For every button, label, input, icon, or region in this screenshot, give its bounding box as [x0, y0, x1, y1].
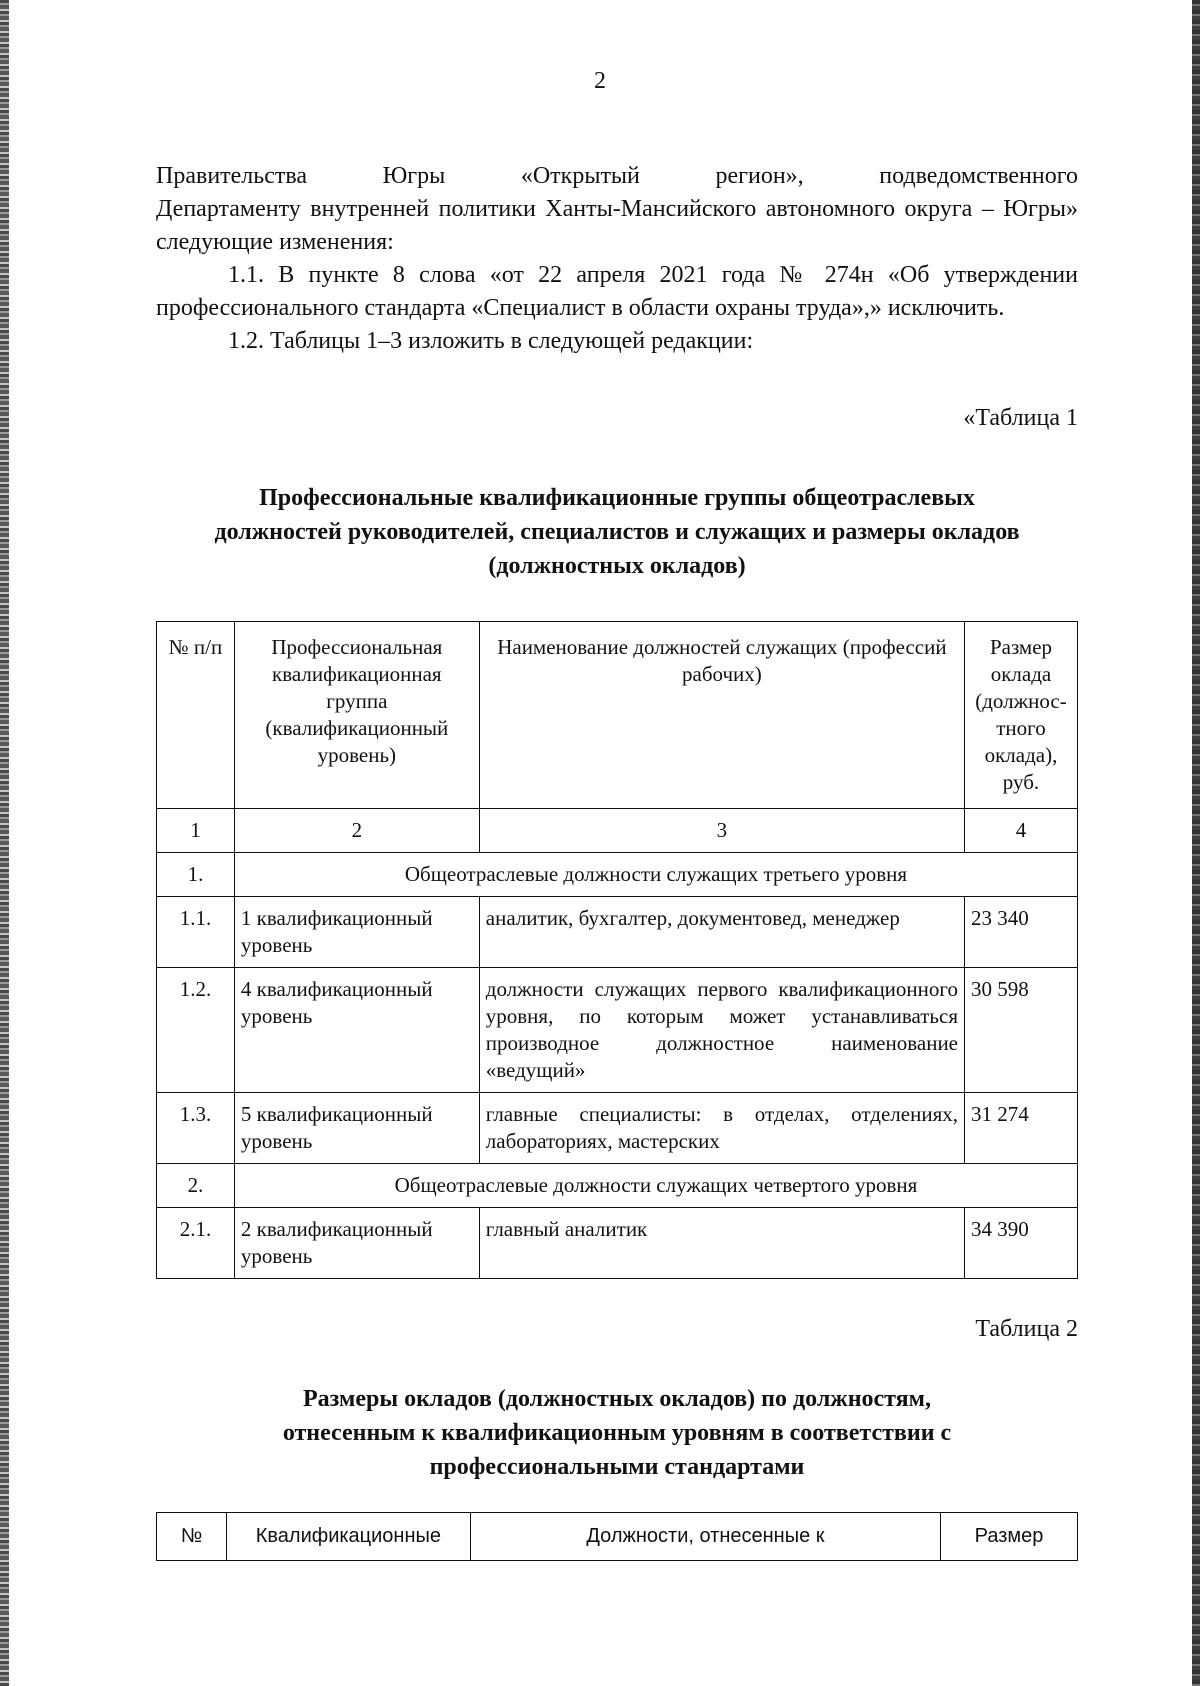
- table-2-label: Таблица 2: [975, 1316, 1078, 1342]
- table-1-label: «Таблица 1: [963, 405, 1078, 431]
- numbering-cell: 3: [479, 809, 964, 853]
- row-number: 1.2.: [157, 968, 235, 1093]
- table-2-header-row: [157, 1513, 1078, 1561]
- group-name: Общеотраслевые должности служащих четвертого уровня: [234, 1164, 1077, 1208]
- qualification-level: 5 квалификационный уровень: [234, 1093, 479, 1164]
- header-qualification-group: Профессиональная квалификационная группа (квалификационный уровень): [234, 622, 479, 809]
- qualification-level: 2 квалификационный уровень: [234, 1208, 479, 1279]
- table-row: [157, 1093, 1078, 1164]
- group-number: 1.: [157, 853, 235, 897]
- table-1: [156, 621, 1078, 1279]
- position-list: аналитик, бухгалтер, документовед, менеджер: [479, 897, 964, 968]
- salary-value: 31 274: [965, 1093, 1078, 1164]
- table-row: [157, 1164, 1078, 1208]
- header-assigned-positions: Должности, отнесенные к: [470, 1513, 940, 1561]
- row-number: 1.1.: [157, 897, 235, 968]
- paragraph-1-line-1: Правительства Югры «Открытый регион», подведомственного: [156, 163, 1078, 189]
- header-qualification-levels: Квалификационные: [226, 1513, 470, 1561]
- table-row: [157, 897, 1078, 968]
- row-number: 1.3.: [157, 1093, 235, 1164]
- qualification-level: 4 квалификационный уровень: [234, 968, 479, 1093]
- qualification-level: 1 квалификационный уровень: [234, 897, 479, 968]
- paragraph-1-rest: Департаменту внутренней политики Ханты-Мансийского автономного округа – Югры» следующие изменения:: [156, 196, 1078, 255]
- numbering-cell: 4: [965, 809, 1078, 853]
- group-name: Общеотраслевые должности служащих третьего уровня: [234, 853, 1077, 897]
- table-1-header-row: [157, 622, 1078, 809]
- header-number: №: [157, 1513, 227, 1561]
- salary-value: 23 340: [965, 897, 1078, 968]
- position-list: главные специалисты: в отделах, отделениях, лабораториях, мастерских: [479, 1093, 964, 1164]
- table-1-title: Профессиональные квалификационные группы общеотраслевых должностей руководителей, специалистов и служащих и размеры окладов (должностных окладов): [214, 485, 1020, 579]
- row-number: 2.1.: [157, 1208, 235, 1279]
- position-list: главный аналитик: [479, 1208, 964, 1279]
- table-row: [157, 853, 1078, 897]
- salary-value: 30 598: [965, 968, 1078, 1093]
- header-salary: Размер оклада (должностного оклада), руб.: [965, 622, 1078, 809]
- header-salary: Размер: [941, 1513, 1078, 1561]
- scan-edge-right: [1192, 0, 1200, 1686]
- numbering-cell: 2: [234, 809, 479, 853]
- scan-edge-left: [0, 0, 9, 1686]
- table-2-title: Размеры окладов (должностных окладов) по должностям, отнесенным к квалификационным уровням в соответствии с профессиональными стандартами: [282, 1386, 952, 1480]
- table-2: [156, 1512, 1078, 1561]
- group-number: 2.: [157, 1164, 235, 1208]
- header-number: № п/п: [157, 622, 235, 809]
- table-1-numbering-row: [157, 809, 1078, 853]
- table-row: [157, 968, 1078, 1093]
- salary-value: 34 390: [965, 1208, 1078, 1279]
- table-row: [157, 1208, 1078, 1279]
- paragraph-3: 1.2. Таблицы 1–3 изложить в следующей редакции:: [228, 328, 754, 354]
- header-position-names: Наименование должностей служащих (профессий рабочих): [479, 622, 964, 809]
- document-body: [156, 160, 1078, 1561]
- numbering-cell: 1: [157, 809, 235, 853]
- paragraph-2: 1.1. В пункте 8 слова «от 22 апреля 2021 года № 274н «Об утверждении профессионального стандарта «Специалист в области охраны труда»,» исключить.: [156, 262, 1078, 321]
- page-number: 2: [594, 68, 606, 94]
- position-list: должности служащих первого квалификационного уровня, по которым может устанавливаться производное должностное наименование «ведущий»: [479, 968, 964, 1093]
